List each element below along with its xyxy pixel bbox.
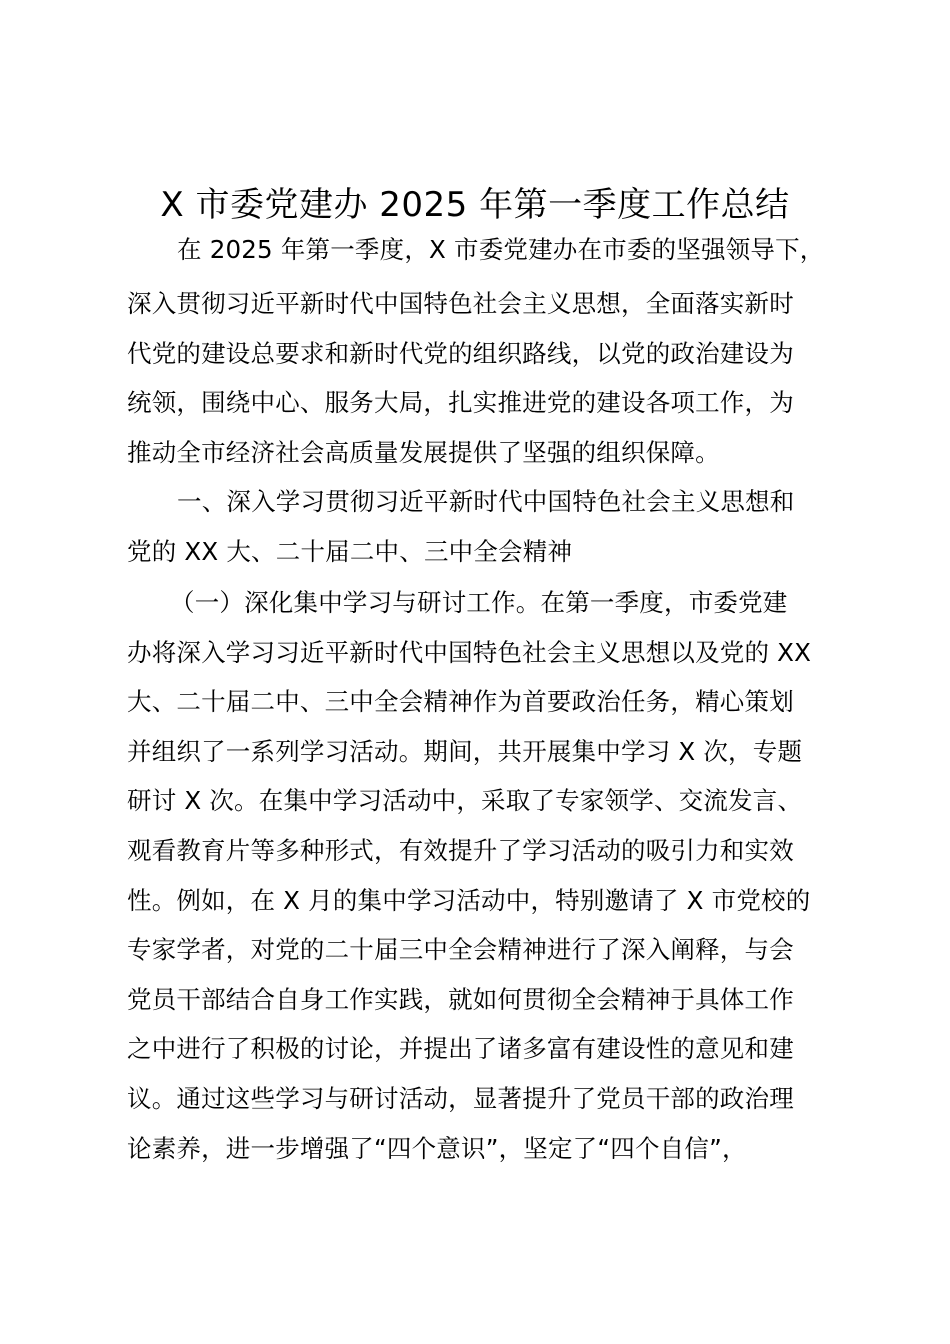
paragraph-line: 代党的建设总要求和新时代党的组织路线，以党的政治建设为 bbox=[127, 339, 794, 368]
paragraph-line: 论素养，进一步增强了“四个意识”，坚定了“四个自信”， bbox=[127, 1134, 747, 1163]
paragraph-line: 观看教育片等多种形式，有效提升了学习活动的吸引力和实效 bbox=[127, 836, 794, 865]
section-heading-line: 党的 XX 大、二十届二中、三中全会精神 bbox=[127, 537, 573, 566]
document-title: X 市委党建办 2025 年第一季度工作总结 bbox=[160, 185, 790, 225]
section-heading-line: 一、深入学习贯彻习近平新时代中国特色社会主义思想和 bbox=[177, 487, 795, 516]
paragraph-line: 之中进行了积极的讨论，并提出了诸多富有建设性的意见和建 bbox=[127, 1034, 794, 1063]
paragraph-line: 党员干部结合自身工作实践，就如何贯彻全会精神于具体工作 bbox=[127, 985, 794, 1014]
paragraph-line: 统领，围绕中心、服务大局，扎实推进党的建设各项工作，为 bbox=[127, 388, 794, 417]
paragraph-line: 专家学者，对党的二十届三中全会精神进行了深入阐释，与会 bbox=[127, 935, 794, 964]
paragraph-line: 推动全市经济社会高质量发展提供了坚强的组织保障。 bbox=[127, 438, 720, 467]
paragraph-line: 深入贯彻习近平新时代中国特色社会主义思想，全面落实新时 bbox=[127, 289, 794, 318]
paragraph-line: 性。例如，在 X 月的集中学习活动中，特别邀请了 X 市党校的 bbox=[127, 886, 811, 915]
paragraph-line: （一）深化集中学习与研讨工作。在第一季度，市委党建 bbox=[170, 588, 788, 617]
paragraph-line: 办将深入学习习近平新时代中国特色社会主义思想以及党的 XX bbox=[127, 638, 812, 667]
paragraph-line: 大、二十届二中、三中全会精神作为首要政治任务，精心策划 bbox=[127, 687, 794, 716]
paragraph-line: 议。通过这些学习与研讨活动，显著提升了党员干部的政治理 bbox=[127, 1084, 794, 1113]
paragraph-line: 在 2025 年第一季度，X 市委党建办在市委的坚强领导下， bbox=[177, 235, 825, 264]
paragraph-line: 研讨 X 次。在集中学习活动中，采取了专家领学、交流发言、 bbox=[127, 786, 803, 815]
paragraph-line: 并组织了一系列学习活动。期间，共开展集中学习 X 次，专题 bbox=[127, 737, 803, 766]
